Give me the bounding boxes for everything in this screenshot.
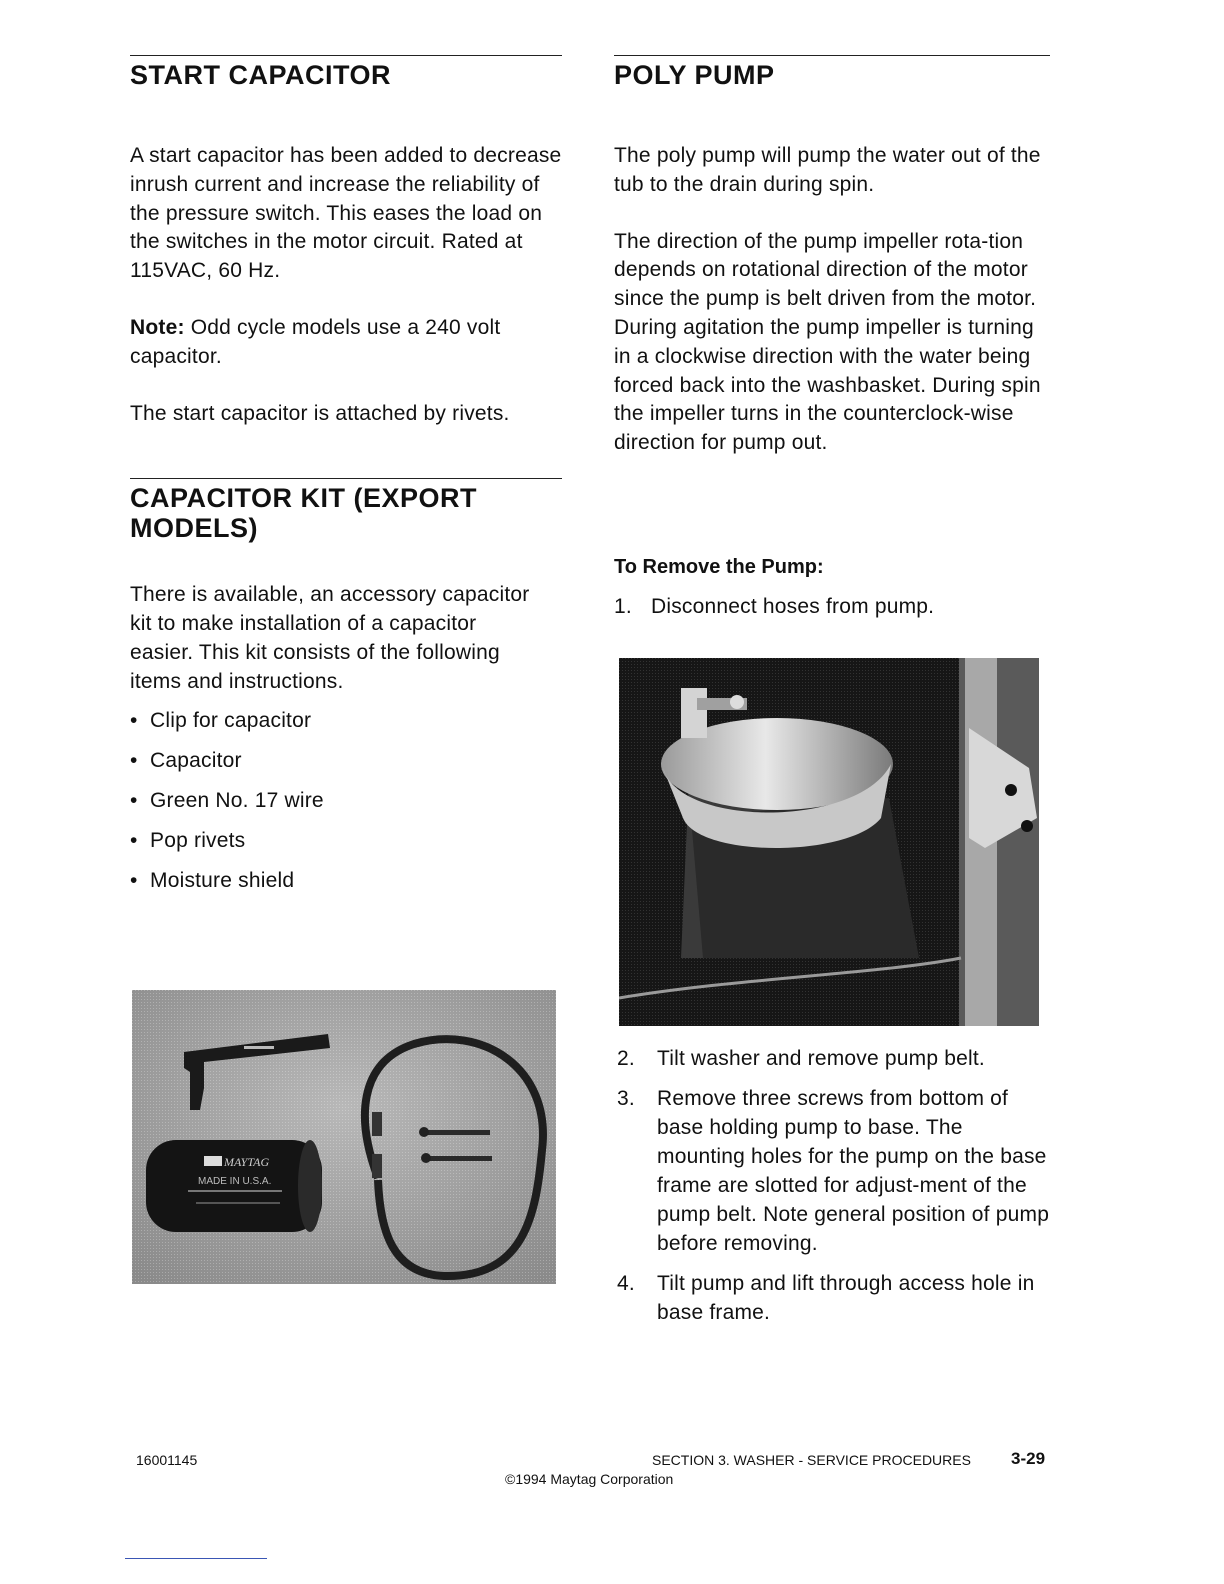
poly-pump-paragraph: The poly pump will pump the water out of the tub to the drain during spin. [614,144,1041,196]
page-number: 3-29 [1011,1449,1046,1468]
list-item: • Pop rivets [130,827,562,855]
capacitor-kit-heading: CAPACITOR KIT (EXPORT MODELS) [130,478,562,543]
start-capacitor-heading: START CAPACITOR [130,55,562,90]
bullet-icon: • [130,748,138,772]
capacitor-kit-paragraph: There is available, an accessory capacitor kit to make installation of a capacitor easier. This kit consists of the following items and instructions. [130,583,530,693]
list-item: 1. Disconnect hoses from pump. [614,594,935,618]
remove-pump-heading: To Remove the Pump: [614,555,824,578]
start-capacitor-rivets-text: The start capacitor is attached by rivets. [130,401,510,425]
list-item: 3. Remove three screws from bottom of base holding pump to base. The mounting holes for the pump on the base frame are slotted for adjust-ment of the pump belt. Note general position of pump before removing. [617,1087,1050,1255]
bullet-icon: • [130,828,138,852]
note-label: Note: [130,315,185,339]
list-item: • Capacitor [130,747,562,775]
bottom-divider [125,1558,267,1559]
list-item: • Green No. 17 wire [130,787,562,815]
list-item: 4. Tilt pump and lift through access hole in base frame. [617,1272,1035,1324]
bullet-icon: • [130,708,138,732]
bullet-icon: • [130,868,138,892]
list-item: • Clip for capacitor [130,707,562,735]
section-title: SECTION 3. WASHER - SERVICE PROCEDURES [652,1452,971,1468]
document-number: 16001145 [136,1452,198,1468]
capacitor [146,1140,322,1232]
pump-direction-paragraph: The direction of the pump impeller rota-tion depends on rotational direction of the motor since the pump is belt driven from the motor. During agitation the pump impeller is turning in a clockwise direction with the water being forced back into the washbasket. During spin the impeller turns in the counterclock-wise direction for pump out. [614,229,1041,455]
start-capacitor-paragraph: A start capacitor has been added to decrease inrush current and increase the reliability of the pressure switch. This eases the load on the switches in the motor circuit. Rated at 115VAC, 60 Hz. [130,144,562,283]
right-column [614,55,1050,632]
copyright: ©1994 Maytag Corporation [505,1471,674,1487]
note-text: Odd cycle models use a 240 volt capacitor. [130,315,501,368]
remove-pump-steps [617,1044,1053,1338]
start-capacitor-note [130,314,562,372]
capacitor-brand-label: MAYTAG [224,1155,270,1169]
list-item: 2. Tilt washer and remove pump belt. [617,1047,985,1070]
bullet-icon: • [130,788,138,812]
pump-hose-connector [681,688,707,738]
list-item: • Moisture shield [130,867,562,895]
capacitor-kit-photo [132,990,556,1284]
poly-pump-heading: POLY PUMP [614,55,1050,90]
capacitor-kit-list [130,707,562,895]
left-column [130,55,562,907]
pump-photo [619,658,1039,1026]
capacitor-made-label: MADE IN U.S.A. [198,1176,272,1187]
remove-pump-step-1 [614,592,1050,621]
